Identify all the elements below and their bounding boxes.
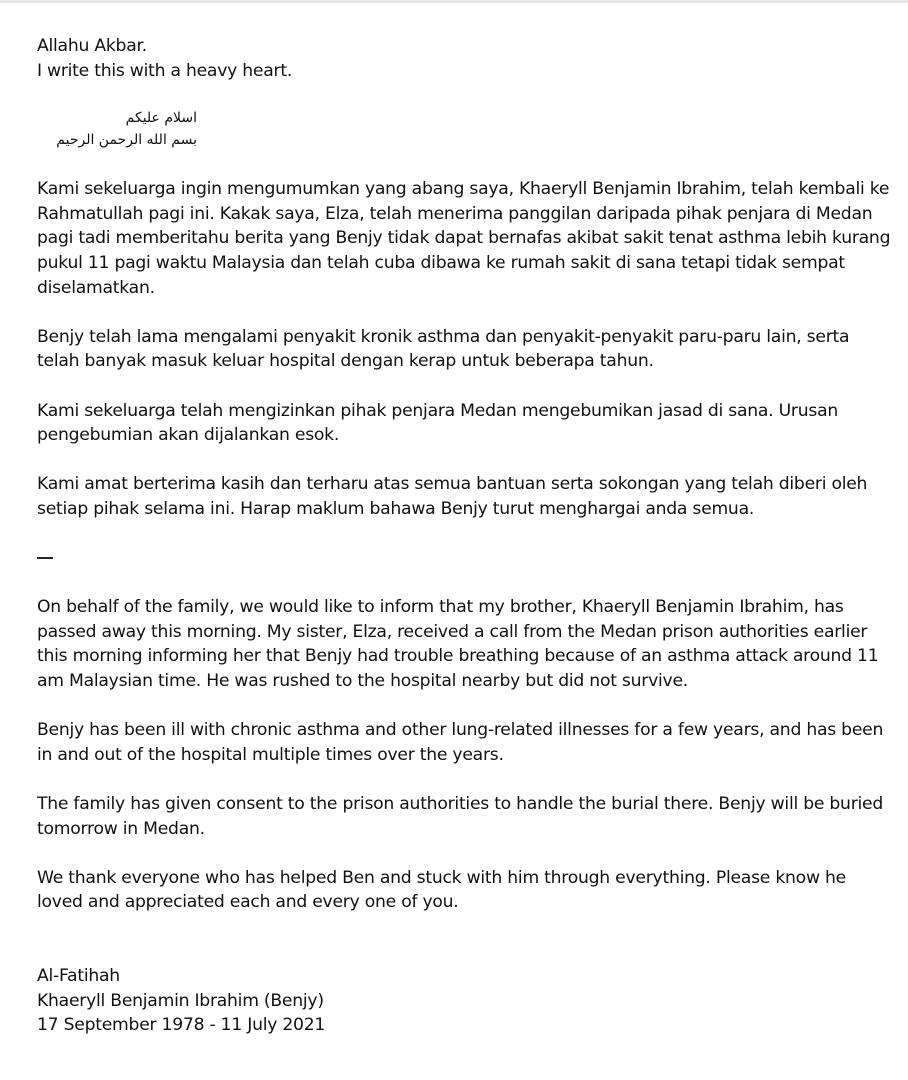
malay-p1-line: diselamatkan. [37,277,155,298]
intro-section [37,34,877,83]
malay-p1-line: pagi tadi memberitahu berita yang Benjy tidak dapat bernafas akibat sakit tenat asthma lebih kurang [37,228,891,249]
malay-paragraph-2 [37,325,877,374]
divider-dash [37,557,53,559]
english-p3-line: tomorrow in Medan. [37,818,205,839]
english-paragraph-4 [37,866,877,915]
malay-p4-line: Kami amat berterima kasih dan terharu atas semua bantuan serta sokongan yang telah diberi oleh [37,474,868,495]
malay-p3-line: pengebumian akan dijalankan esok. [37,425,340,446]
malay-p3-line: Kami sekeluarga telah mengizinkan pihak penjara Medan mengebumikan jasad di sana. Urusan [37,400,839,421]
malay-p4-line: setiap pihak selama ini. Harap maklum bahawa Benjy turut menghargai anda semua. [37,498,755,519]
section-divider [37,546,877,571]
english-p1-line: am Malaysian time. He was rushed to the hospital nearby but did not survive. [37,671,688,692]
arabic-basmala: بسم الله الرحمن الرحيم [56,132,197,149]
closing-name: Khaeryll Benjamin Ibrahim (Benjy) [37,990,324,1011]
closing-prayer: Al-Fatihah [37,966,120,987]
english-p1-line: passed away this morning. My sister, Elza, received a call from the Medan prison authorities earlier [37,621,868,642]
malay-p1-line: Rahmatullah pagi ini. Kakak saya, Elza, telah menerima panggilan daripada pihak penjara di Medan [37,203,873,224]
top-border-line [0,0,908,3]
closing-dates: 17 September 1978 - 11 July 2021 [37,1015,326,1036]
english-p1-line: this morning informing her that Benjy had trouble breathing because of an asthma attack around 11 [37,646,879,667]
arabic-greeting: اسلام عليكم [125,110,197,127]
intro-line-2: I write this with a heavy heart. [37,60,293,81]
closing-section [37,964,877,1038]
malay-p2-line: telah banyak masuk keluar hospital dengan kerap untuk beberapa tahun. [37,351,654,372]
english-p1-line: On behalf of the family, we would like to inform that my brother, Khaeryll Benjamin Ibrahim, has [37,597,844,618]
english-p4-line: loved and appreciated each and every one of you. [37,892,459,913]
english-p2-line: in and out of the hospital multiple times over the years. [37,744,504,765]
english-paragraph-3 [37,792,884,841]
closing-spacer [37,940,877,965]
intro-line-1: Allahu Akbar. [37,36,147,56]
statement-document [37,34,891,1038]
malay-paragraph-4 [37,472,877,521]
malay-paragraph-1 [37,177,891,300]
english-paragraph-2 [37,718,884,767]
malay-p1-line: Kami sekeluarga ingin mengumumkan yang abang saya, Khaeryll Benjamin Ibrahim, telah kembali ke [37,179,890,200]
english-p4-line: We thank everyone who has helped Ben and stuck with him through everything. Please know he [37,867,846,888]
malay-p1-line: pukul 11 pagi waktu Malaysia dan telah cuba dibawa ke rumah sakit di sana tetapi tidak sempat [37,252,845,273]
malay-p2-line: Benjy telah lama mengalami penyakit kronik asthma dan penyakit-penyakit paru-paru lain, serta [37,326,850,347]
arabic-greeting-block [37,107,197,151]
english-p3-line: The family has given consent to the prison authorities to handle the burial there. Benjy will be buried [37,794,884,815]
english-paragraph-1 [37,595,877,693]
english-p2-line: Benjy has been ill with chronic asthma and other lung-related illnesses for a few years, and has been [37,720,884,741]
malay-paragraph-3 [37,399,877,448]
